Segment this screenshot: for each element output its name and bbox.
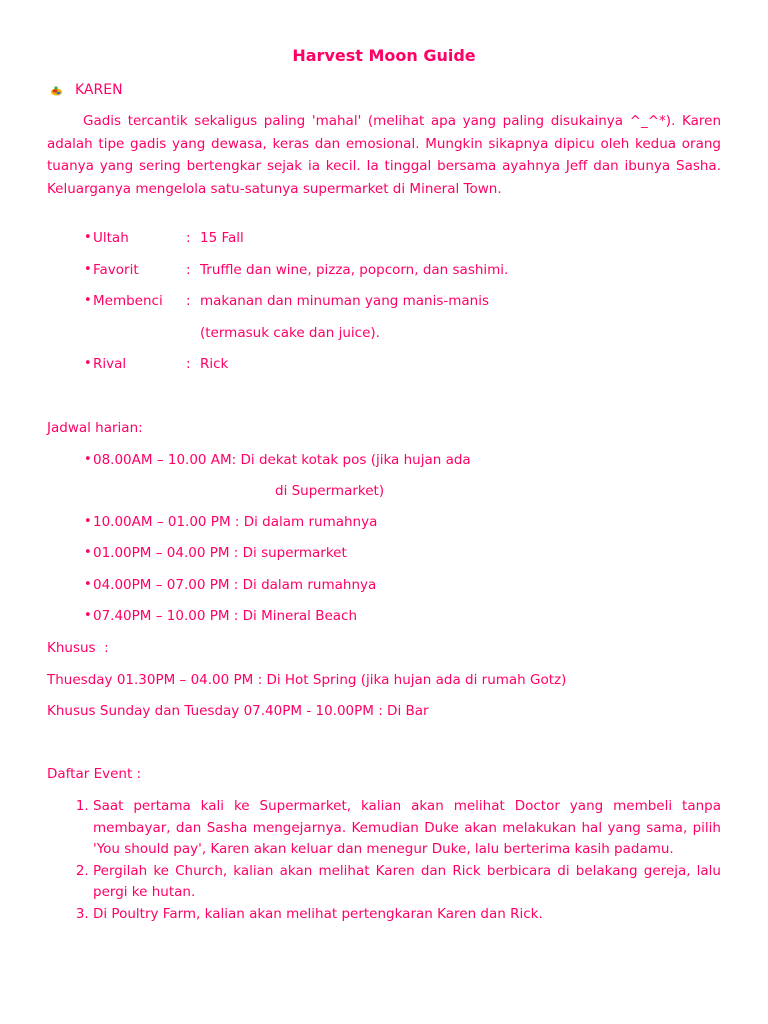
event-item: 1. Saat pertama kali ke Supermarket, kalian akan melihat Doctor yang membeli tanpa membayar, dan Sasha mengejarnya. Kemudian Duke akan melakukan hal yang sama, pilih 'You should pay', Karen akan keluar dan menegur Duke, lalu berterima kasih padamu. [93, 796, 721, 861]
events-list [47, 796, 721, 925]
bullet: • [84, 452, 92, 467]
schedule-item-text: 04.00PM – 07.00 PM : Di dalam rumahnya [93, 577, 377, 593]
schedule-item-text: 10.00AM – 01.00 PM : Di dalam rumahnya [93, 514, 378, 530]
schedule-item-text: 08.00AM – 10.00 AM: Di dekat kotak pos (jika hujan ada [93, 452, 471, 468]
schedule-item-text: 07.40PM – 10.00 PM : Di Mineral Beach [93, 608, 358, 624]
fact-colon: : [186, 356, 191, 372]
fact-value: Truffle dan wine, pizza, popcorn, dan sashimi. [200, 262, 509, 278]
fact-value-continued: (termasuk cake dan juice). [200, 325, 380, 341]
bullet: • [84, 230, 92, 245]
section-heading-label: KAREN [75, 82, 123, 98]
bullet: • [84, 577, 92, 592]
special-schedule-2: Khusus Sunday dan Tuesday 07.40PM - 10.00PM : Di Bar [47, 703, 429, 719]
schedule-heading: Jadwal harian: [47, 420, 143, 436]
bullet: • [84, 293, 92, 308]
bullet: • [84, 514, 92, 529]
events-heading: Daftar Event : [47, 766, 142, 782]
fact-colon: : [186, 293, 191, 309]
bullet: • [84, 356, 92, 371]
schedule-item-continued: di Supermarket) [275, 483, 385, 499]
special-heading: Khusus : [47, 640, 109, 656]
schedule-item-text: 01.00PM – 04.00 PM : Di supermarket [93, 545, 347, 561]
sparkle-bullet-icon [50, 84, 63, 97]
fact-value: 15 Fall [200, 230, 244, 246]
fact-label: Membenci [93, 293, 163, 309]
fact-colon: : [186, 230, 191, 246]
fact-value: Rick [200, 356, 229, 372]
fact-label: Ultah [93, 230, 129, 246]
bullet: • [84, 608, 92, 623]
fact-colon: : [186, 262, 191, 278]
event-item: 3. Di Poultry Farm, kalian akan melihat pertengkaran Karen dan Rick. [93, 904, 721, 926]
page-title: Harvest Moon Guide [292, 46, 476, 65]
fact-label: Rival [93, 356, 127, 372]
section-heading [50, 80, 123, 100]
bullet: • [84, 262, 92, 277]
event-item: 2. Pergilah ke Church, kalian akan melihat Karen dan Rick berbicara di belakang gereja, lalu pergi ke hutan. [93, 861, 721, 904]
intro-paragraph: Gadis tercantik sekaligus paling 'mahal' (melihat apa yang paling disukainya ^_^*). Karen adalah tipe gadis yang dewasa, keras dan emosional. Mungkin sikapnya dipicu oleh kedua orang tuanya yang sering bertengkar sejak ia kecil. Ia tinggal bersama ayahnya Jeff dan ibunya Sasha. Keluarganya mengelola satu-satunya supermarket di Mineral Town. [47, 113, 721, 197]
bullet: • [84, 545, 92, 560]
fact-value: makanan dan minuman yang manis-manis [200, 293, 490, 309]
special-schedule-1: Thuesday 01.30PM – 04.00 PM : Di Hot Spring (jika hujan ada di rumah Gotz) [47, 672, 567, 688]
fact-label: Favorit [93, 262, 139, 278]
